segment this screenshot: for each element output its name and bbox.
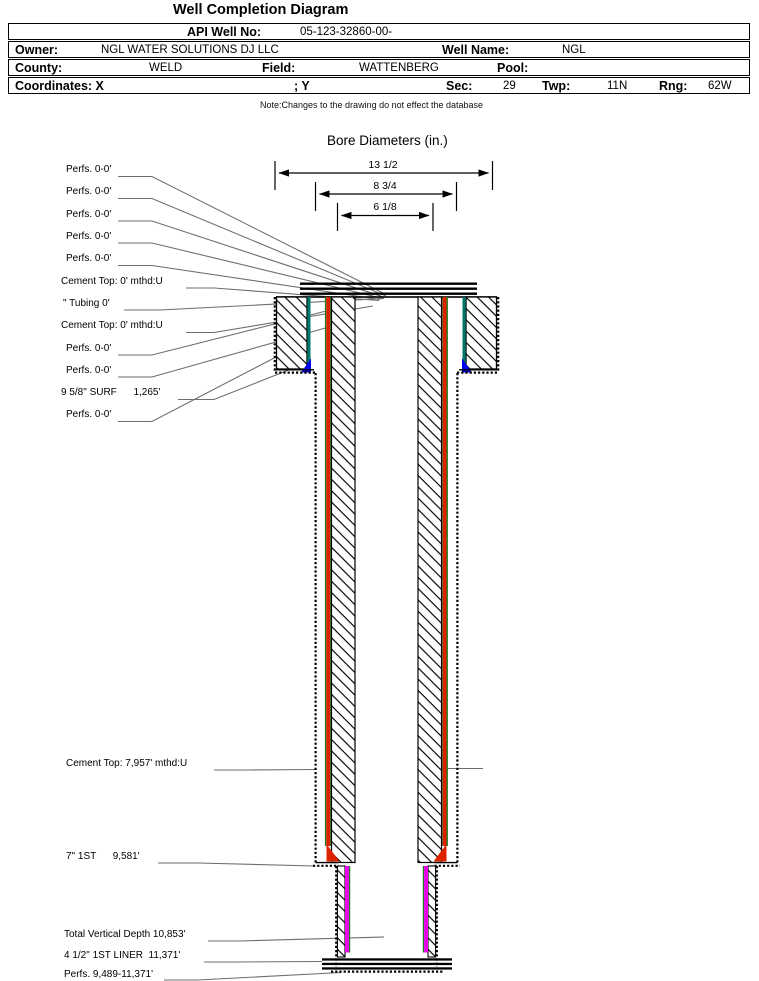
owner-label: Owner: <box>15 42 59 57</box>
liner-string-right <box>424 866 428 953</box>
bore-diameter-dimensions <box>275 161 493 231</box>
label-perfs: Perfs. 0-0' <box>66 231 112 242</box>
label-total-vertical-depth: Total Vertical Depth 10,853' <box>64 929 186 940</box>
field-label: Field: <box>262 60 296 75</box>
county-value: WELD <box>149 62 183 74</box>
label-perfs: Perfs. 0-0' <box>66 343 112 354</box>
label-perfs: Perfs. 0-0' <box>66 209 112 220</box>
cement-column-right <box>418 297 442 863</box>
label-perfs: Perfs. 0-0' <box>66 409 112 420</box>
api-well-no-value: 05-123-32860-00- <box>300 26 393 38</box>
bore-diameter-6-1-8: 6 1/8 <box>373 201 397 213</box>
surface-cement-left <box>277 297 308 369</box>
liner-cement-left <box>337 866 345 957</box>
surface-cement-right <box>466 297 497 369</box>
sec-label: Sec: <box>446 78 473 93</box>
production-casing-right <box>443 297 447 846</box>
surface-casing-string-right <box>463 297 466 371</box>
label-cement-top: Cement Top: 0' mthd:U <box>61 276 163 287</box>
label-perfs: Perfs. 0-0' <box>66 253 112 264</box>
field-value: WATTENBERG <box>359 62 439 74</box>
label-tubing: " Tubing 0' <box>63 298 110 309</box>
label-7in-casing: 7" 1ST 9,581' <box>66 851 140 862</box>
owner-value: NGL WATER SOLUTIONS DJ LLC <box>101 44 279 56</box>
twp-value: 11N <box>607 80 628 92</box>
liner-string-left <box>345 866 349 953</box>
bore-diameters-title: Bore Diameters (in.) <box>327 133 448 148</box>
pool-label: Pool: <box>497 60 529 75</box>
liner-cement-right <box>428 866 436 957</box>
rng-value: 62W <box>708 80 732 92</box>
api-well-no-label: API Well No: <box>187 24 262 39</box>
well-name-value: NGL <box>562 44 586 56</box>
label-cement-top-7957: Cement Top: 7,957' mthd:U <box>66 758 188 769</box>
label-liner: 4 1/2" 1ST LINER 11,371' <box>64 950 181 961</box>
twp-label: Twp: <box>542 78 571 93</box>
label-perfs: Perfs. 0-0' <box>66 186 112 197</box>
liner-bottom-plates <box>322 958 452 969</box>
cement-column-left <box>332 297 356 863</box>
label-perfs: Perfs. 0-0' <box>66 365 112 376</box>
page-title: Well Completion Diagram <box>173 2 349 18</box>
surface-casing-string-left <box>307 297 310 371</box>
coordinates-x-label: Coordinates: X <box>15 78 104 93</box>
surface-casing-section <box>275 297 498 373</box>
liner-section <box>322 866 452 972</box>
intermediate-section <box>313 297 460 866</box>
coordinates-y-label: ; Y <box>294 78 310 93</box>
label-perfs: Perfs. 0-0' <box>66 164 112 175</box>
bore-diameter-8-3-4: 8 3/4 <box>373 180 397 192</box>
label-cement-top: Cement Top: 0' mthd:U <box>61 320 163 331</box>
label-perfs-interval: Perfs. 9,489-11,371' <box>64 969 154 980</box>
sec-value: 29 <box>503 80 516 92</box>
bore-diameter-13-1-2: 13 1/2 <box>368 159 398 171</box>
label-surface-casing: 9 5/8" SURF 1,265' <box>61 387 161 398</box>
production-casing-left <box>326 297 330 846</box>
county-label: County: <box>15 60 63 75</box>
database-note: Note:Changes to the drawing do not effect the database <box>260 100 483 110</box>
rng-label: Rng: <box>659 78 688 93</box>
well-name-label: Well Name: <box>442 42 510 57</box>
